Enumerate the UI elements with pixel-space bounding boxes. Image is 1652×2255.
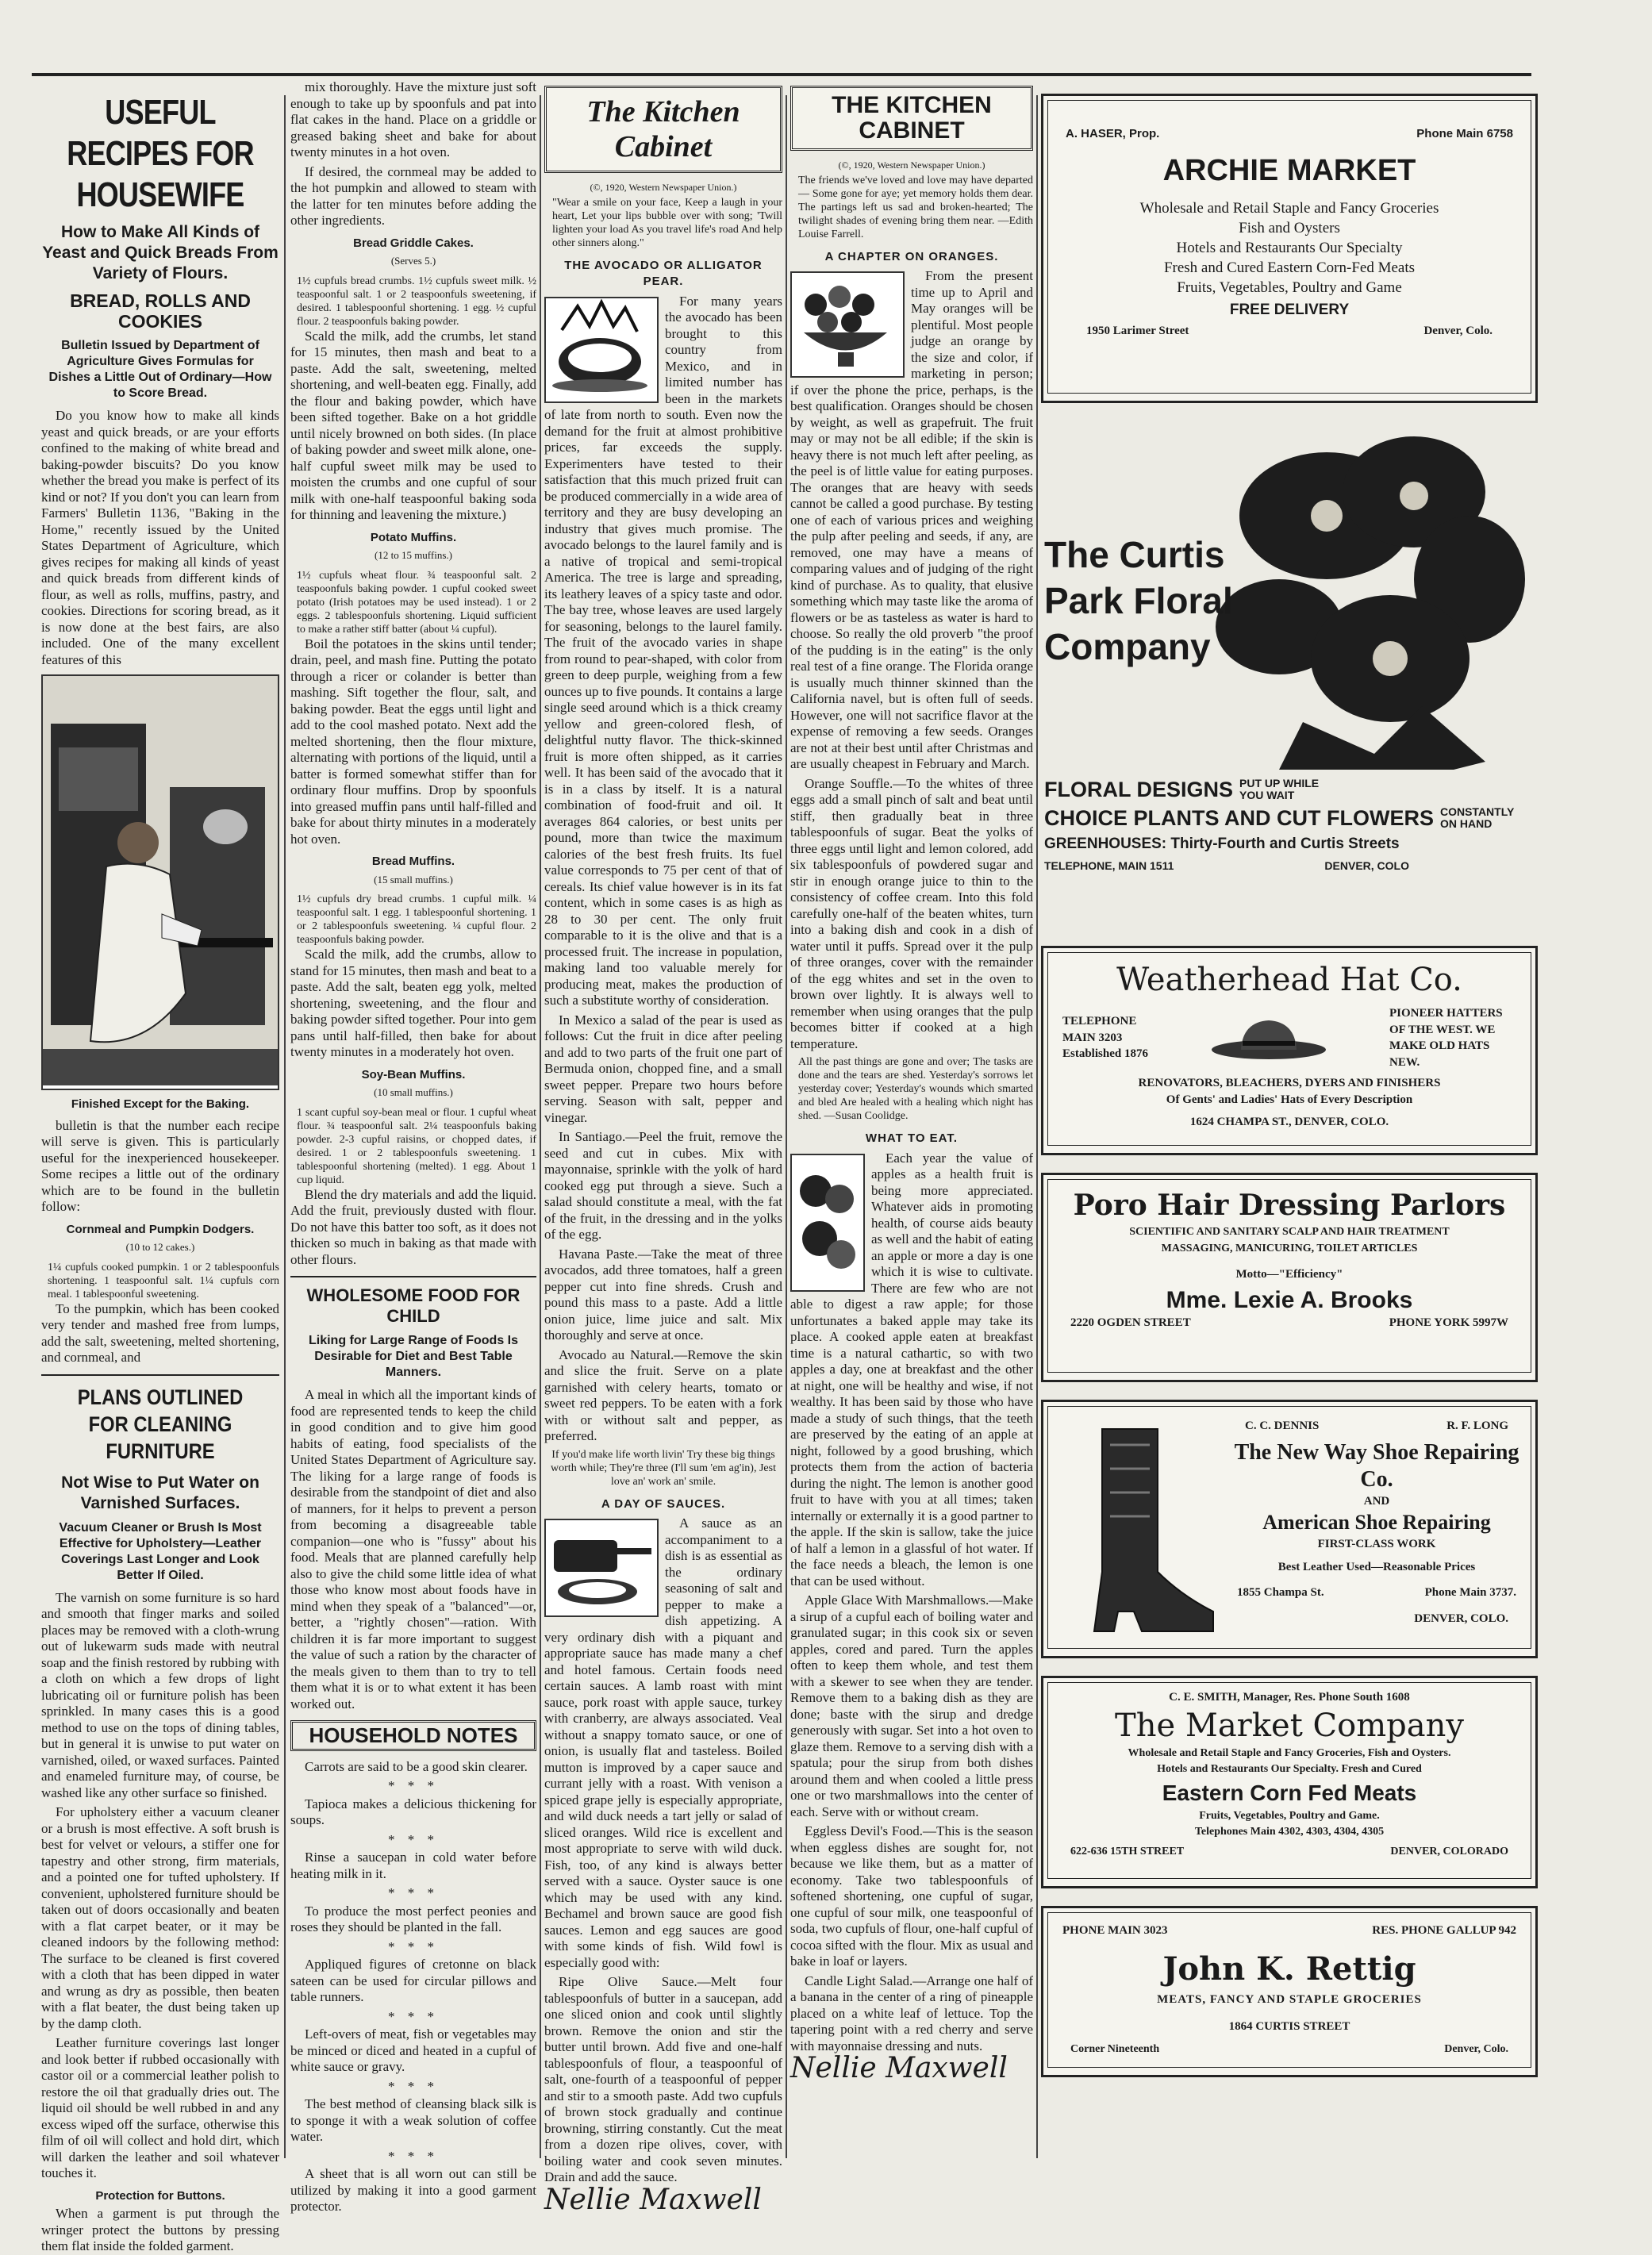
fruit-bowl-illustration	[790, 271, 905, 378]
poem: The friends we've loved and love may have departed— Some gone for aye; yet memory holds them dear. The partings left us sad and broken-hearted; The twilight shades of evening bring them near. —Edith Louise Farrell.	[798, 174, 1033, 240]
ad-line: Hotels and Restaurants Our Specialty. Fresh and Cured	[1157, 1763, 1422, 1775]
top-rule	[32, 73, 1531, 76]
deck-yeast-breads: How to Make All Kinds of Yeast and Quick Breads From Variety of Flours.	[42, 223, 279, 282]
ad-slogan: PIONEER HATTERS OF THE WEST. WE MAKE OLD HATS NEW.	[1389, 1007, 1503, 1069]
ad-line: RENOVATORS, BLEACHERS, DYERS AND FINISHERS	[1138, 1077, 1441, 1089]
signature-nellie-maxwell: Nellie Maxwell	[544, 2183, 762, 2216]
ad-address: 1864 CURTIS STREET	[1228, 2020, 1350, 2033]
ad-address: 1950 Larimer Street	[1086, 325, 1189, 337]
ad-weatherhead-hat	[1041, 946, 1538, 1155]
recipe-ingredients: 1¼ cupfuls cooked pumpkin. 1 or 2 tablespoonfuls shortening. 1 teaspoonful salt. 1¼ cupfuls corn meal. 1 tablespoonful sweetening.	[48, 1261, 279, 1300]
ad-business-name: Weatherhead Hat Co.	[1116, 962, 1462, 998]
saucepan-icon	[546, 1520, 654, 1612]
deck-vacuum-cleaner: Vacuum Cleaner or Brush Is Most Effective for Upholstery—Leather Coverings Last Longer and Look Better If Oiled.	[59, 1520, 262, 1582]
separator-stars: * * *	[388, 1885, 439, 1900]
column-divider	[540, 95, 541, 2158]
poem: "Wear a smile on your face, Keep a laugh in your heart, Let your lips bubble over with song; 'Twill lighten your load As you travel life's road And help other sinners along."	[552, 196, 782, 249]
household-note: The best method of cleansing black silk is to sponge it with a weak solution of coffee water.	[290, 2096, 536, 2144]
article-paragraph: For upholstery either a vacuum cleaner or a brush is most effective. A soft brush is best for velvet or velours, a stiffer one for tapestry and other strong, firm materials, and a pointed one for tufted upholstery. If convenient, upholstered furniture should be taken out of doors occasionally and beaten with a flat carpet beater, or it may be cleaned indoors by the following method: The surface to be cleaned is first covered with a cloth that has been dipped in water and wrung as dry as possible, then beaten with a flat beater, the dust being taken up by the damp cloth.	[41, 1804, 279, 2031]
ad-city: DENVER, COLORADO	[1390, 1845, 1508, 1857]
article-paragraph: In Mexico a salad of the pear is used as follows: Cut the fruit in dice after peeling and add to two parts of the fruit one part of Bermuda onion, chopped fine, and a small sweet pepper. Prepare two hours before serving. Season with salt, pepper and vinegar.	[544, 1012, 782, 1125]
article-paragraph: Candle Light Salad.—Arrange one half of a banana in the center of a ring of pineapple placed on a white leaf of lettuce. Top the tapering point with a red cherry and serve with mayonnaise dressing and nuts.	[790, 1973, 1033, 2053]
separator-stars: * * *	[388, 1938, 439, 1954]
poem: If you'd make life worth livin' Try these big things worth while; They're three (I'll sum 'em ag'in), Jest love an' work an' smile.	[551, 1448, 776, 1488]
recipe-title: Potato Muffins.	[370, 530, 457, 544]
advertisements-column	[1041, 94, 1538, 2172]
saucepan-illustration	[544, 1519, 659, 1617]
ad-line: Hotels and Restaurants Our Specialty	[1176, 239, 1403, 256]
kitchen-cabinet-masthead	[544, 86, 782, 173]
ad-and: AND	[1363, 1494, 1390, 1508]
ad-city: Denver, Colo.	[1423, 325, 1493, 337]
ad-line: Fresh and Cured Eastern Corn-Fed Meats	[1163, 259, 1416, 276]
ad-business-name: The New Way Shoe Repairing Co.	[1234, 1439, 1519, 1492]
ad-line: Fruits, Vegetables, Poultry and Game	[1177, 279, 1402, 296]
ad-owner: Mme. Lexie A. Brooks	[1166, 1286, 1413, 1313]
ad-line: Fish and Oysters	[1239, 219, 1340, 236]
ad-telephones: Telephones Main 4302, 4303, 4304, 4305	[1194, 1826, 1385, 1838]
copyright-line: (©, 1920, Western Newspaper Union.)	[838, 159, 985, 171]
ad-established: Established 1876	[1062, 1047, 1148, 1061]
woman-baking-illustration	[41, 674, 279, 1090]
ad-line: MEATS, FANCY AND STAPLE GROCERIES	[1157, 1992, 1422, 2006]
ad-line: CHOICE PLANTS AND CUT FLOWERS	[1044, 805, 1434, 830]
article-paragraph: A sauce as an accompaniment to a dish is as essential as the ordinary seasoning of salt and pepper to make a dish appetizing. A very ordinary dish with a piquant and appropriate sauce has made many a chef and hotel famous. Certain foods need certain sauces. A lamb roast with mint sauce, pork roast with apple sauce, turkey with cranberry, are always associated. Veal without a snappy tomato sauce, or one of onion, is usually flat and tasteless. Boiled mutton is improved by a caper sauce and currant jelly with a roast. With venison a spiced grape jelly is especially appropriate, and wild duck needs a tart jelly or salad of sliced oranges. Wild rice is excellent and most appropriate to serve with wild duck. Fish, too, of any kind is always better served with a sauce. Oyster sauce is one which may be used with any kind. Bechamel and brown sauce are good fish sauces. Lemon and egg sauces are good with some kinds of fish. Wild fowl is especially good with:	[544, 1515, 782, 1970]
ad-phone: Phone Main 3737.	[1424, 1586, 1516, 1599]
ad-business-name: Poro Hair Dressing Parlors	[1073, 1189, 1506, 1222]
ad-line: Wholesale and Retail Staple and Fancy Groceries	[1139, 199, 1439, 217]
illustration-caption: Finished Except for the Baking.	[71, 1097, 250, 1111]
household-notes-title: HOUSEHOLD NOTES	[290, 1720, 536, 1751]
recipe-title: Bread Griddle Cakes.	[353, 236, 474, 250]
ad-business-name-2: American Shoe Repairing	[1262, 1511, 1491, 1534]
ad-owner-name: C. C. DENNIS	[1245, 1419, 1320, 1432]
ad-city: Denver, Colo.	[1444, 2042, 1508, 2055]
recipe-title: Soy-Bean Muffins.	[361, 1067, 466, 1081]
deck-varnished-surfaces: Not Wise to Put Water on Varnished Surfaces.	[61, 1473, 259, 1512]
ad-free-delivery: FREE DELIVERY	[1229, 301, 1350, 318]
article-paragraph: Leather furniture coverings last longer and look better if rubbed occasionally with castor oil or a commercial leather polish to restore the oil that gradually dries out. The liquid oil should be well rubbed in and any excess wiped off the surface, otherwise this film of oil will collect and hold dirt, which will darken the leather and soil whatever touches it.	[41, 2035, 279, 2180]
article-paragraph: Avocado au Natural.—Remove the skin and slice the fruit. Serve on a plate garnished with celery hearts, tomato or sweet red peppers. To be eaten with a fork with or without salt and pepper, as preferred.	[544, 1346, 782, 1443]
ad-line: FIRST-CLASS WORK	[1317, 1538, 1436, 1550]
article-paragraph: bulletin is that the number each recipe will serve is given. This is particularly useful for the inexperienced housekeeper. Some recipes a little out of the ordinary which are to be found in the bulletin follow:	[41, 1117, 279, 1214]
recipe-ingredients: 1½ cupfuls dry bread crumbs. 1 cupful milk. ¼ teaspoonful salt. 1 egg. 1 tablespoonful shortening. 1 or 2 tablespoonfuls sweetening. ¼ cupful flour. 2 teaspoonfuls baking powder.	[297, 893, 536, 946]
separator-stars: * * *	[388, 1831, 439, 1847]
ad-corner: Corner Nineteenth	[1070, 2042, 1160, 2055]
article-paragraph: Ripe Olive Sauce.—Melt four tablespoonfuls of butter in a saucepan, add one sliced onion and cook until slightly brown. Remove the onion and stir the butter until brown. Add five and one-half tablespoonfuls of flour, a teaspoonful of salt, one-fourth of a teaspoonful of pepper and stir to a smooth paste. Add two cupfuls of brown stock gradually and continue browning, stirring constantly. Cut the meat from a dozen ripe olives, cover, with boiling water and cook seven minutes. Drain and add the sauce.	[544, 1974, 782, 2184]
subhead-oranges: A CHAPTER ON ORANGES.	[824, 249, 999, 263]
household-note: To produce the most perfect peonies and roses they should be planted in the fall.	[290, 1903, 536, 1934]
ad-address: 622-636 15TH STREET	[1070, 1845, 1185, 1857]
ad-business-name: The Market Company	[1115, 1707, 1464, 1744]
household-note: A sheet that is all worn out can still be utilized by making it into a good garment protector.	[290, 2166, 536, 2214]
ad-line: Best Leather Used—Reasonable Prices	[1277, 1560, 1476, 1573]
ad-motto: Motto—"Efficiency"	[1235, 1268, 1343, 1281]
woman-at-stove-icon	[43, 676, 278, 1085]
recipe-yield: (Serves 5.)	[390, 255, 436, 267]
ad-row	[1044, 778, 1536, 801]
column-4	[790, 79, 1033, 2158]
separator-stars: * * *	[388, 2078, 439, 2094]
recipe-yield: (10 to 12 cakes.)	[125, 1241, 195, 1253]
ad-phone: PHONE MAIN 3023	[1062, 1924, 1168, 1937]
article-paragraph: When a garment is put through the wringer protect the buttons by pressing them flat inside the folded garment.	[41, 2206, 279, 2253]
article-paragraph: A meal in which all the important kinds of food are represented tends to keep the child in good condition and to give him good habits of eating, food specialists of the United States Department of Agriculture say. The liking for a large range of foods is desirable from the standpoint of diet and also of manners, for it helps to prevent a person from becoming a disagreeable table companion—one who is "fussy" about his food. Meals that are planned carefully help also to give the child some little idea of what those who know most about foods have in mind when they speak of a "balanced"—or, better, a "rightly chosen"—ration. With children it is far more important to suggest the value of such a ration by the character of the meals given to them than to try to tell them what it is or to what extent it has been worked out.	[290, 1387, 536, 1711]
avocado-dish-illustration	[544, 297, 659, 403]
ad-proprietor: A. HASER, Prop.	[1066, 127, 1160, 140]
ad-line-small: PUT UP WHILE YOU WAIT	[1239, 777, 1320, 801]
ad-line-small: CONSTANTLY ON HAND	[1439, 805, 1515, 830]
avocado-dish-icon	[546, 298, 654, 398]
article-paragraph: If desired, the cornmeal may be added to the hot pumpkin and allowed to steam with the latter for ten minutes before adding the other ingredients.	[290, 163, 536, 228]
ad-row	[1044, 806, 1536, 830]
household-note: Left-overs of meat, fish or vegetables may be minced or diced and heated in a cupful of white sauce or gravy.	[290, 2026, 536, 2074]
ad-business-name: The Curtis Park Floral Company	[1044, 534, 1233, 667]
article-paragraph: Apple Glace With Marshmallows.—Make a sirup of a cupful each of boiling water and granulated sugar; in this cook six or seven apples, cored and pared. Turn the apples often to keep them whole, and test them with a skewer to see when they are tender. Remove them to a baking dish as they are done; baste with the sirup and dredge generously with sugar. Set into a hot oven to glaze them. Remove to a serving dish with a spatula; pour the sirup from both dishes around them and when cooled a little press one or two marshmallows into the center of each. Serve with or without cream.	[790, 1592, 1033, 1819]
deck-bulletin: Bulletin Issued by Department of Agriculture Gives Formulas for Dishes a Little Out of Ordinary—How to Score Bread.	[48, 339, 272, 400]
ad-phone: Phone Main 6758	[1416, 127, 1513, 140]
ad-shoe-repairing	[1041, 1400, 1538, 1658]
article-paragraph: Eggless Devil's Food.—This is the season when eggless dishes are sought for, not because we like them, but as a matter of economy. Take two tablespoonfuls of softened shortening, one cupful of sugar, one cupful of sour milk, one teaspoonful of soda, two cupfuls of flour, one-half cupful of cocoa sifted with the flour. Mix as usual and bake in loaf or layers.	[790, 1823, 1033, 1969]
article-paragraph: For many years the avocado has been brought to this country from Mexico, and in limited number has been in the markets of late from north to south. Even now the demand for the fruit at almost prohibitive prices, far exceeds the supply. Experimenters have tested to their satisfaction that this much prized fruit can be produced commercially in a wide area of territory and they are busy developing an industry that gives much promise. The avocado belongs to the laurel family and is a native of tropical and semi-tropical America. The tree is large and spreading, its leathery leaves of a spicy taste and odor. The bay tree, whose leaves are used largely for seasoning, belongs to the laurel family. The fruit of the avocado varies in shape from round to pear-shaped, with color from green to deep purple, weighing from a few ounces up to five pounds. It contains a large single seed around which is a thick creamy yellow and green-colored flesh, of delightful nutty flavor. The thick-skinned fruit is more often shipped, as it carries well. It has been said of the avocado that it is in a class by itself. It is a natural combination of food-fruit and oil. It averages 864 calories, or best units per pound, more than twice the maximum calories of the best fresh fruits. Its fuel value corresponds to 75 per cent of that of cereals. Its chief value however is in its fat content, which in some cases is as high as 28 to 30 per cent. The only fruit comparable to it is the olive and that is a processed fruit. The increase in population, making land too valuable merely for producing meat, makes the production of such a substitute worthy of consideration.	[544, 293, 782, 1008]
article-paragraph: Havana Paste.—Take the meat of three avocados, add three tomatoes, half a green pepper cut into fine shreds. Crush and pound this mass to a paste. Add a little onion juice, lime juice and salt. Mix thoroughly and serve at once.	[544, 1246, 782, 1343]
recipe-yield: (10 small muffins.)	[374, 1086, 453, 1098]
column-2	[290, 79, 536, 2214]
household-note: Carrots are said to be a good skin clearer.	[305, 1758, 528, 1774]
ad-line: Fruits, Vegetables, Poultry and Game.	[1199, 1809, 1380, 1822]
ad-line: FLORAL DESIGNS	[1044, 777, 1234, 801]
recipe-title: Bread Muffins.	[371, 855, 455, 868]
ad-greenhouses: GREENHOUSES: Thirty-Fourth and Curtis Streets	[1044, 836, 1400, 852]
recipe-yield: (12 to 15 muffins.)	[375, 549, 452, 561]
article-paragraph: mix thoroughly. Have the mixture just soft enough to take up by spoonfuls and pat into flat cakes in the hand. Place on a griddle or greased baking sheet and bake for about twenty minutes in a hot oven.	[290, 79, 536, 159]
separator-stars: * * *	[388, 1778, 439, 1793]
article-paragraph: Orange Souffle.—To the whites of three eggs add a small pinch of salt and beat until stiff, then gradually beat in three tablespoonfuls of sugar. Beat the yolks of three eggs until light and lemon colored, add six tablespoonfuls of powdered sugar and stir in enough orange juice to thin to the consistency of coffee cream. Into this fold carefully one-half of the beaten whites, turn into a baking dish and cook in a dish of water until it puffs. Spread over it the pulp of three oranges, cover with the remainder of the egg whites and set in the oven to brown over lightly. It is always well to remember when using oranges that the pulp becomes bitter if cooked at a high temperature.	[790, 775, 1033, 1051]
headline-wholesome-food: WHOLESOME FOOD FOR CHILD	[306, 1285, 521, 1326]
ad-address: 1855 Champa St.	[1237, 1586, 1324, 1599]
article-paragraph: From the present time up to April and May oranges will be plentiful. Most people judge an orange by the size and color, if marketing in person; if over the phone the price, perhaps, is the best qualification. Oranges should be chosen by weight, as well as grapefruit. The fruit may or may not be all edible; if the skin is heavy there is not much left after peeling, as the peel is of little value for eating purposes. The oranges that are heavy with seeds cannot be called a good purchase. By testing one of each of various prices and weighing the pulp after peeling and seeds, if any, are removed, one may have a means of comparing values and of judging of the right kind of purchase. As to quality, that elusive something which may taste like the aroma of flowers or be as tasteless as water is hard to choose. So really the old proverb "the proof of the pudding is in the eating" is the only real test of a fine orange. The Florida orange is usually much thinner skinned than the California navel, but is often full of seeds. However, one will not sacrifice flavor at the expense of removing a few seeds. Oranges are not at their best until after Christmas and are usually cheapest in February and March.	[790, 268, 1033, 771]
section-rule	[41, 1374, 279, 1376]
article-paragraph: Scald the milk, add the crumbs, allow to stand for 15 minutes, then mash and beat to a paste. Add the salt, beaten egg yolk, melted shortening, sweetening, and the flour and baking powder sifted together. Pour into gem pans until half-filled, then bake for about twenty minutes in a moderately hot oven.	[290, 947, 536, 1059]
ad-market-company	[1041, 1676, 1538, 1888]
article-paragraph: The varnish on some furniture is so hard and smooth that finger marks and soiled places may be removed with a cloth-wrung out of lukewarm suds made with neutral soap and the finish restored by rubbing with a cloth on which a few drops of light lubricating oil or furniture polish has been sprinkled. In many cases this is a good method to use on the tops of dining tables, but in general it is unwise to put water on varnished, oiled, or waxed surfaces. Painted and enameled furniture may, of course, be washed like any other surface so finished.	[41, 1589, 279, 1800]
deck-large-range: Liking for Large Range of Foods Is Desirable for Diet and Best Table Manners.	[308, 1334, 518, 1379]
recipe-title: Cornmeal and Pumpkin Dodgers.	[66, 1222, 255, 1236]
ad-manager: C. E. SMITH, Manager, Res. Phone South 1608	[1169, 1691, 1410, 1704]
ad-business-name: John K. Rettig	[1162, 1950, 1416, 1988]
ad-archie-market	[1041, 94, 1538, 403]
article-paragraph: In Santiago.—Peel the fruit, remove the seed and cut in cubes. Mix with mayonnaise, sprinkle with the yolk of hard cooked egg put through a sieve. Such a salad should constitute a meal, with the fat of the fruit, in the dressing and in the yolks of the egg.	[544, 1129, 782, 1242]
ad-curtis-park-floral	[1041, 421, 1538, 928]
subhead-sauces: A DAY OF SAUCES.	[601, 1496, 726, 1511]
ad-address: 1624 CHAMPA ST., DENVER, COLO.	[1189, 1116, 1389, 1128]
article-paragraph: To the pumpkin, which has been cooked very tender and mashed free from lumps, add the salt, sweetening, melted shortening, and cornmeal, and	[41, 1300, 279, 1365]
apple-icon	[792, 1155, 860, 1287]
ad-line: MASSAGING, MANICURING, TOILET ARTICLES	[1161, 1242, 1418, 1254]
recipe-ingredients: 1½ cupfuls bread crumbs. 1½ cupfuls sweet milk. ½ teaspoonful salt. 1 or 2 teaspoonfuls sweetening, if desired. 1 tablespoonful shortening. 1 egg. ½ cupful flour. 2 teaspoonfuls baking powder.	[297, 275, 536, 328]
ad-meats: Eastern Corn Fed Meats	[1162, 1780, 1417, 1805]
household-note: Rinse a saucepan in cold water before heating milk in it.	[290, 1850, 536, 1881]
column-divider	[1036, 95, 1038, 2158]
subhead-buttons: Protection for Buttons.	[95, 2188, 225, 2203]
article-paragraph: Do you know how to make all kinds yeast and quick breads, or are your efforts confined to the making of white bread and baking-powder biscuits? Do you know whether the bread you make is perfect of its kind or not? If you don't you can learn from Farmers' Bulletin 1136, "Baking in the Home," recently issued by the United States Department of Agriculture, which gives recipes for making all kinds of yeast and quick breads from different kinds of flour, as well as rolls, muffins, pastry, and cookies. Directions for scoring bread, as it is now done at the best fairs, are also included. One of the many excellent features of this	[41, 408, 279, 667]
subhead-what-to-eat: WHAT TO EAT.	[865, 1131, 959, 1145]
section-rule	[290, 1276, 536, 1277]
recipe-ingredients: 1 scant cupful soy-bean meal or flour. 1 cupful wheat flour. ¾ teaspoonful salt. 2¼ teaspoonfuls baking powder. 2-3 cupful raisins, or chopped dates, if desired. 1 or 2 tablespoonfuls sweetening. 1 tablespoonful shortening (melted). 1 egg. About 1 cup liquid.	[297, 1106, 536, 1186]
column-divider	[284, 95, 286, 2158]
ad-res-phone: RES. PHONE GALLUP 942	[1372, 1924, 1516, 1937]
kitchen-cabinet-title: THE KITCHEN CABINET	[832, 92, 992, 144]
ad-city: DENVER, COLO.	[1414, 1612, 1508, 1625]
fruit-bowl-icon	[792, 273, 900, 373]
headline-cleaning-furniture: PLANS OUTLINED FOR CLEANING FURNITURE	[77, 1385, 244, 1463]
household-note: Appliqued figures of cretonne on black sateen can be used for circular pillows and table runners.	[290, 1957, 536, 2004]
separator-stars: * * *	[388, 2008, 439, 2024]
column-3	[544, 79, 782, 2216]
ad-telephone-label: TELEPHONE	[1062, 1015, 1137, 1028]
headline-useful-recipes: USEFUL RECIPES FOR HOUSEWIFE	[67, 93, 254, 214]
ad-line: Of Gents' and Ladies' Hats of Every Description	[1166, 1093, 1413, 1106]
article-paragraph: Scald the milk, add the crumbs, let stand for 15 minutes, then mash and beat to a paste. Add the salt, sweetening, melted shortening, and well-beaten egg. Finally, add the flour and baking powder, which have been sifted together. Bake on a hot griddle until nicely browned on both sides. (In place of baking powder and sweet milk alone, one-half cupful sweet milk may be used to moisten the crumbs and one cupful of sour milk with one-half teaspoonful baking soda for thinning and leavening the mixture.)	[290, 328, 536, 522]
ad-phone: PHONE YORK 5997W	[1389, 1316, 1508, 1329]
article-paragraph: Boil the potatoes in the skins until tender; drain, peel, and mash fine. Putting the potato through a ricer or colander is better than mashing. Sift together the flour, salt, and baking powder. Beat the eggs until light and add to the cool mashed potato. Next add the melted shortening, then the flour mixture, alternating with portions of the liquid, until a batter is formed somewhat stiffer than for ordinary flour muffins. Drop by spoonfuls into greased muffin pans until half-filled and bake for about thirty minutes in a moderately hot oven.	[290, 636, 536, 847]
column-1	[41, 79, 279, 2253]
apples-illustration	[790, 1154, 865, 1292]
kitchen-cabinet-title: The Kitchen Cabinet	[586, 95, 740, 163]
hat-icon	[1209, 1014, 1328, 1062]
column-divider	[786, 95, 787, 2158]
ad-line: SCIENTIFIC AND SANITARY SCALP AND HAIR TREATMENT	[1129, 1226, 1450, 1238]
household-note: Tapioca makes a delicious thickening for soups.	[290, 1796, 536, 1827]
ad-telephone: MAIN 3203	[1062, 1031, 1123, 1044]
signature-nellie-maxwell: Nellie Maxwell	[790, 2052, 1008, 2084]
article-paragraph: Blend the dry materials and add the liquid. Add the fruit, previously dusted with flour. Do not have this batter too soft, as it does not thicken so much in baking as that made with other flours.	[290, 1186, 536, 1267]
ad-address: 2220 OGDEN STREET	[1070, 1316, 1191, 1329]
ad-business-name: ARCHIE MARKET	[1162, 153, 1416, 187]
ad-john-rettig	[1041, 1906, 1538, 2077]
ad-header-row	[1066, 126, 1513, 143]
deck-bread-rolls: BREAD, ROLLS AND COOKIES	[70, 290, 251, 332]
ad-city: DENVER, COLO	[1324, 859, 1409, 872]
ad-poro-hair	[1041, 1173, 1538, 1382]
ad-telephone: TELEPHONE, MAIN 1511	[1044, 859, 1174, 872]
poem: All the past things are gone and over; The tasks are done and the tears are shed. Yesterday's sorrows let yesterday cover; Yesterday's wounds which smarted and bled Are healed with a healing which night has shed. —Susan Coolidge.	[798, 1056, 1033, 1122]
recipe-ingredients: 1½ cupfuls wheat flour. ¾ teaspoonful salt. 2 teaspoonfuls baking powder. 1 cupful cooked sweet potato (Irish potatoes may be used instead). 1 or 2 eggs. 2 tablespoonfuls shortening. Liquid sufficient to make a rather stiff batter (about ¼ cupful).	[297, 569, 536, 636]
article-paragraph: Each year the value of apples as a health fruit is being more appreciated. Whatever aids in promoting health, of course aids beauty as well and the habit of eating an apple or more a day is one which it is wise to cultivate. There are few who are not able to digest a raw apple; for those unfortunates a baked apple may take its place. A cooked apple eaten at breakfast time is a natural cathartic, so with two apples a day, one at breakfast and the other at night, one will be healthy and wise, if not wealthy. It has been said by those who have made a study of such things, that the teeth are preserved by the eating of an apple at night, followed by a good brushing, which protects them from the action of bacteria during the night. The lemon is another good fruit to have with you at all times; taken internally or externally it is a good partner to the apple. If the skin is sallow, take the juice of half a lemon in a glassful of hot water. If the face needs a bleach, the lemon is one that can be used without.	[790, 1150, 1033, 1588]
kitchen-cabinet-masthead	[790, 86, 1033, 151]
separator-stars: * * *	[388, 2148, 439, 2164]
ad-owner-name: R. F. LONG	[1446, 1419, 1508, 1432]
ad-line: Wholesale and Retail Staple and Fancy Groceries, Fish and Oysters.	[1128, 1746, 1451, 1759]
copyright-line: (©, 1920, Western Newspaper Union.)	[590, 182, 737, 193]
recipe-yield: (15 small muffins.)	[374, 873, 453, 885]
boot-icon	[1055, 1413, 1229, 1642]
subhead-avocado: THE AVOCADO OR ALLIGATOR PEAR.	[564, 258, 763, 288]
